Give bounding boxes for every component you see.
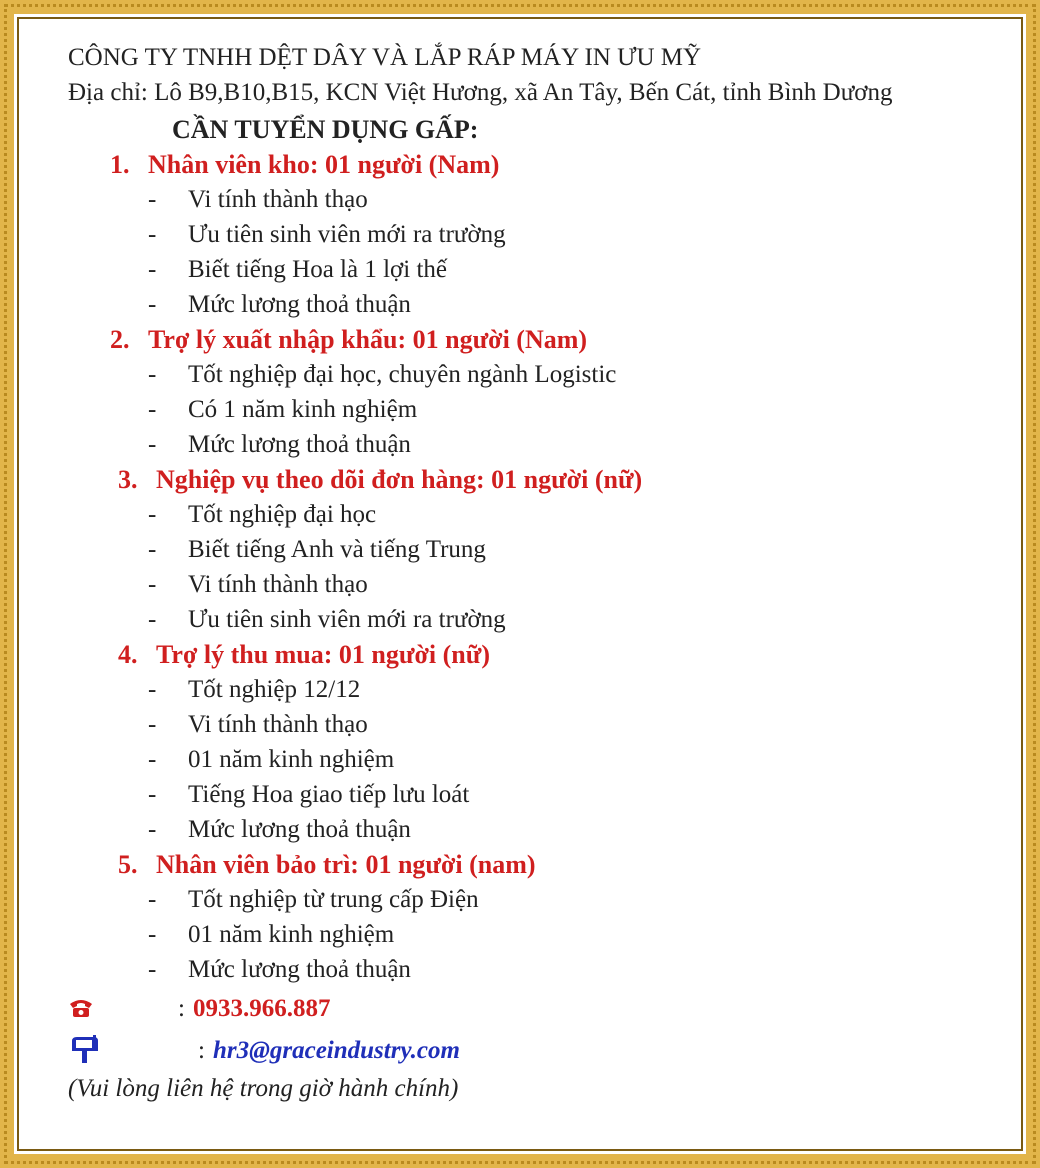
requirement bbox=[68, 567, 1018, 602]
bullet-dash: - bbox=[148, 746, 157, 773]
bullet-dash: - bbox=[148, 781, 157, 808]
job-posting bbox=[68, 40, 1018, 1106]
bullet-dash: - bbox=[148, 816, 157, 843]
requirement-text: Mức lương thoả thuận bbox=[188, 291, 411, 318]
job-title-text: Nghiệp vụ theo dõi đơn hàng: 01 người (nữ) bbox=[156, 465, 643, 494]
requirement-text: Vi tính thành thạo bbox=[188, 571, 368, 598]
bullet-dash: - bbox=[148, 606, 157, 633]
bullet-dash: - bbox=[148, 361, 157, 388]
job-title bbox=[110, 322, 1018, 357]
job-3 bbox=[68, 462, 1018, 637]
bullet-dash: - bbox=[148, 186, 157, 213]
bullet-dash: - bbox=[148, 886, 157, 913]
headline: CẦN TUYỂN DỤNG GẤP: bbox=[172, 115, 479, 144]
bullet-dash: - bbox=[148, 501, 157, 528]
phone-number[interactable]: 0933.966.887 bbox=[192, 994, 331, 1022]
requirement bbox=[68, 217, 1018, 252]
telephone-icon bbox=[68, 997, 94, 1019]
job-title-text: Nhân viên kho: 01 người (Nam) bbox=[148, 150, 500, 179]
requirement bbox=[68, 707, 1018, 742]
requirement bbox=[68, 497, 1018, 532]
company-name: CÔNG TY TNHH DỆT DÂY VÀ LẮP RÁP MÁY IN ƯU MỸ bbox=[68, 44, 702, 71]
job-title bbox=[110, 147, 1018, 182]
requirement-text: Mức lương thoả thuận bbox=[188, 431, 411, 458]
requirement bbox=[68, 392, 1018, 427]
requirement-text: 01 năm kinh nghiệm bbox=[188, 921, 395, 948]
colon: : bbox=[198, 1036, 205, 1064]
requirement-text: Tốt nghiệp từ trung cấp Điện bbox=[188, 886, 479, 913]
bullet-dash: - bbox=[148, 956, 157, 983]
job-4 bbox=[68, 637, 1018, 847]
requirement bbox=[68, 742, 1018, 777]
job-number: 5. bbox=[118, 850, 138, 879]
requirement bbox=[68, 602, 1018, 637]
bullet-dash: - bbox=[148, 536, 157, 563]
job-title bbox=[118, 462, 1018, 497]
mailbox-icon bbox=[68, 1035, 102, 1065]
requirement-text: Tiếng Hoa giao tiếp lưu loát bbox=[188, 781, 470, 808]
requirement bbox=[68, 287, 1018, 322]
requirement bbox=[68, 427, 1018, 462]
requirement-text: Mức lương thoả thuận bbox=[188, 956, 411, 983]
requirement bbox=[68, 252, 1018, 287]
company-address: Địa chỉ: Lô B9,B10,B15, KCN Việt Hương, xã An Tây, Bến Cát, tỉnh Bình Dương bbox=[68, 79, 893, 106]
bullet-dash: - bbox=[148, 396, 157, 423]
requirement-text: Mức lương thoả thuận bbox=[188, 816, 411, 843]
bullet-dash: - bbox=[148, 431, 157, 458]
requirement-text: Biết tiếng Hoa là 1 lợi thế bbox=[188, 256, 447, 283]
job-5 bbox=[68, 847, 1018, 987]
requirement-text: Ưu tiên sinh viên mới ra trường bbox=[188, 221, 506, 248]
requirement bbox=[68, 182, 1018, 217]
bullet-dash: - bbox=[148, 221, 157, 248]
requirement bbox=[68, 532, 1018, 567]
job-number: 2. bbox=[110, 325, 130, 354]
job-number: 3. bbox=[118, 465, 138, 494]
job-number: 4. bbox=[118, 640, 138, 669]
requirement bbox=[68, 882, 1018, 917]
requirement bbox=[68, 357, 1018, 392]
requirement-text: Vi tính thành thạo bbox=[188, 711, 368, 738]
requirement-text: Ưu tiên sinh viên mới ra trường bbox=[188, 606, 506, 633]
job-1 bbox=[68, 147, 1018, 322]
bullet-dash: - bbox=[148, 921, 157, 948]
requirement bbox=[68, 777, 1018, 812]
bullet-dash: - bbox=[148, 676, 157, 703]
requirement bbox=[68, 917, 1018, 952]
job-2 bbox=[68, 322, 1018, 462]
contact-note: (Vui lòng liên hệ trong giờ hành chính) bbox=[68, 1075, 459, 1102]
job-title-text: Trợ lý thu mua: 01 người (nữ) bbox=[156, 640, 490, 669]
colon: : bbox=[178, 994, 185, 1022]
email-link[interactable]: hr3@graceindustry.com bbox=[212, 1036, 460, 1064]
job-title-text: Trợ lý xuất nhập khẩu: 01 người (Nam) bbox=[148, 325, 588, 354]
job-number: 1. bbox=[110, 150, 130, 179]
job-title bbox=[118, 637, 1018, 672]
job-title-text: Nhân viên bảo trì: 01 người (nam) bbox=[156, 850, 536, 879]
phone-row bbox=[68, 987, 1018, 1029]
bullet-dash: - bbox=[148, 256, 157, 283]
requirement-text: Tốt nghiệp 12/12 bbox=[188, 676, 361, 703]
requirement bbox=[68, 812, 1018, 847]
email-row bbox=[68, 1029, 1018, 1071]
bullet-dash: - bbox=[148, 711, 157, 738]
job-title bbox=[118, 847, 1018, 882]
requirement-text: Biết tiếng Anh và tiếng Trung bbox=[188, 536, 486, 563]
bullet-dash: - bbox=[148, 291, 157, 318]
requirement-text: 01 năm kinh nghiệm bbox=[188, 746, 395, 773]
requirement-text: Tốt nghiệp đại học, chuyên ngành Logistic bbox=[188, 361, 617, 388]
requirement-text: Tốt nghiệp đại học bbox=[188, 501, 377, 528]
bullet-dash: - bbox=[148, 571, 157, 598]
requirement-text: Có 1 năm kinh nghiệm bbox=[188, 396, 418, 423]
requirement-text: Vi tính thành thạo bbox=[188, 186, 368, 213]
requirement bbox=[68, 952, 1018, 987]
requirement bbox=[68, 672, 1018, 707]
